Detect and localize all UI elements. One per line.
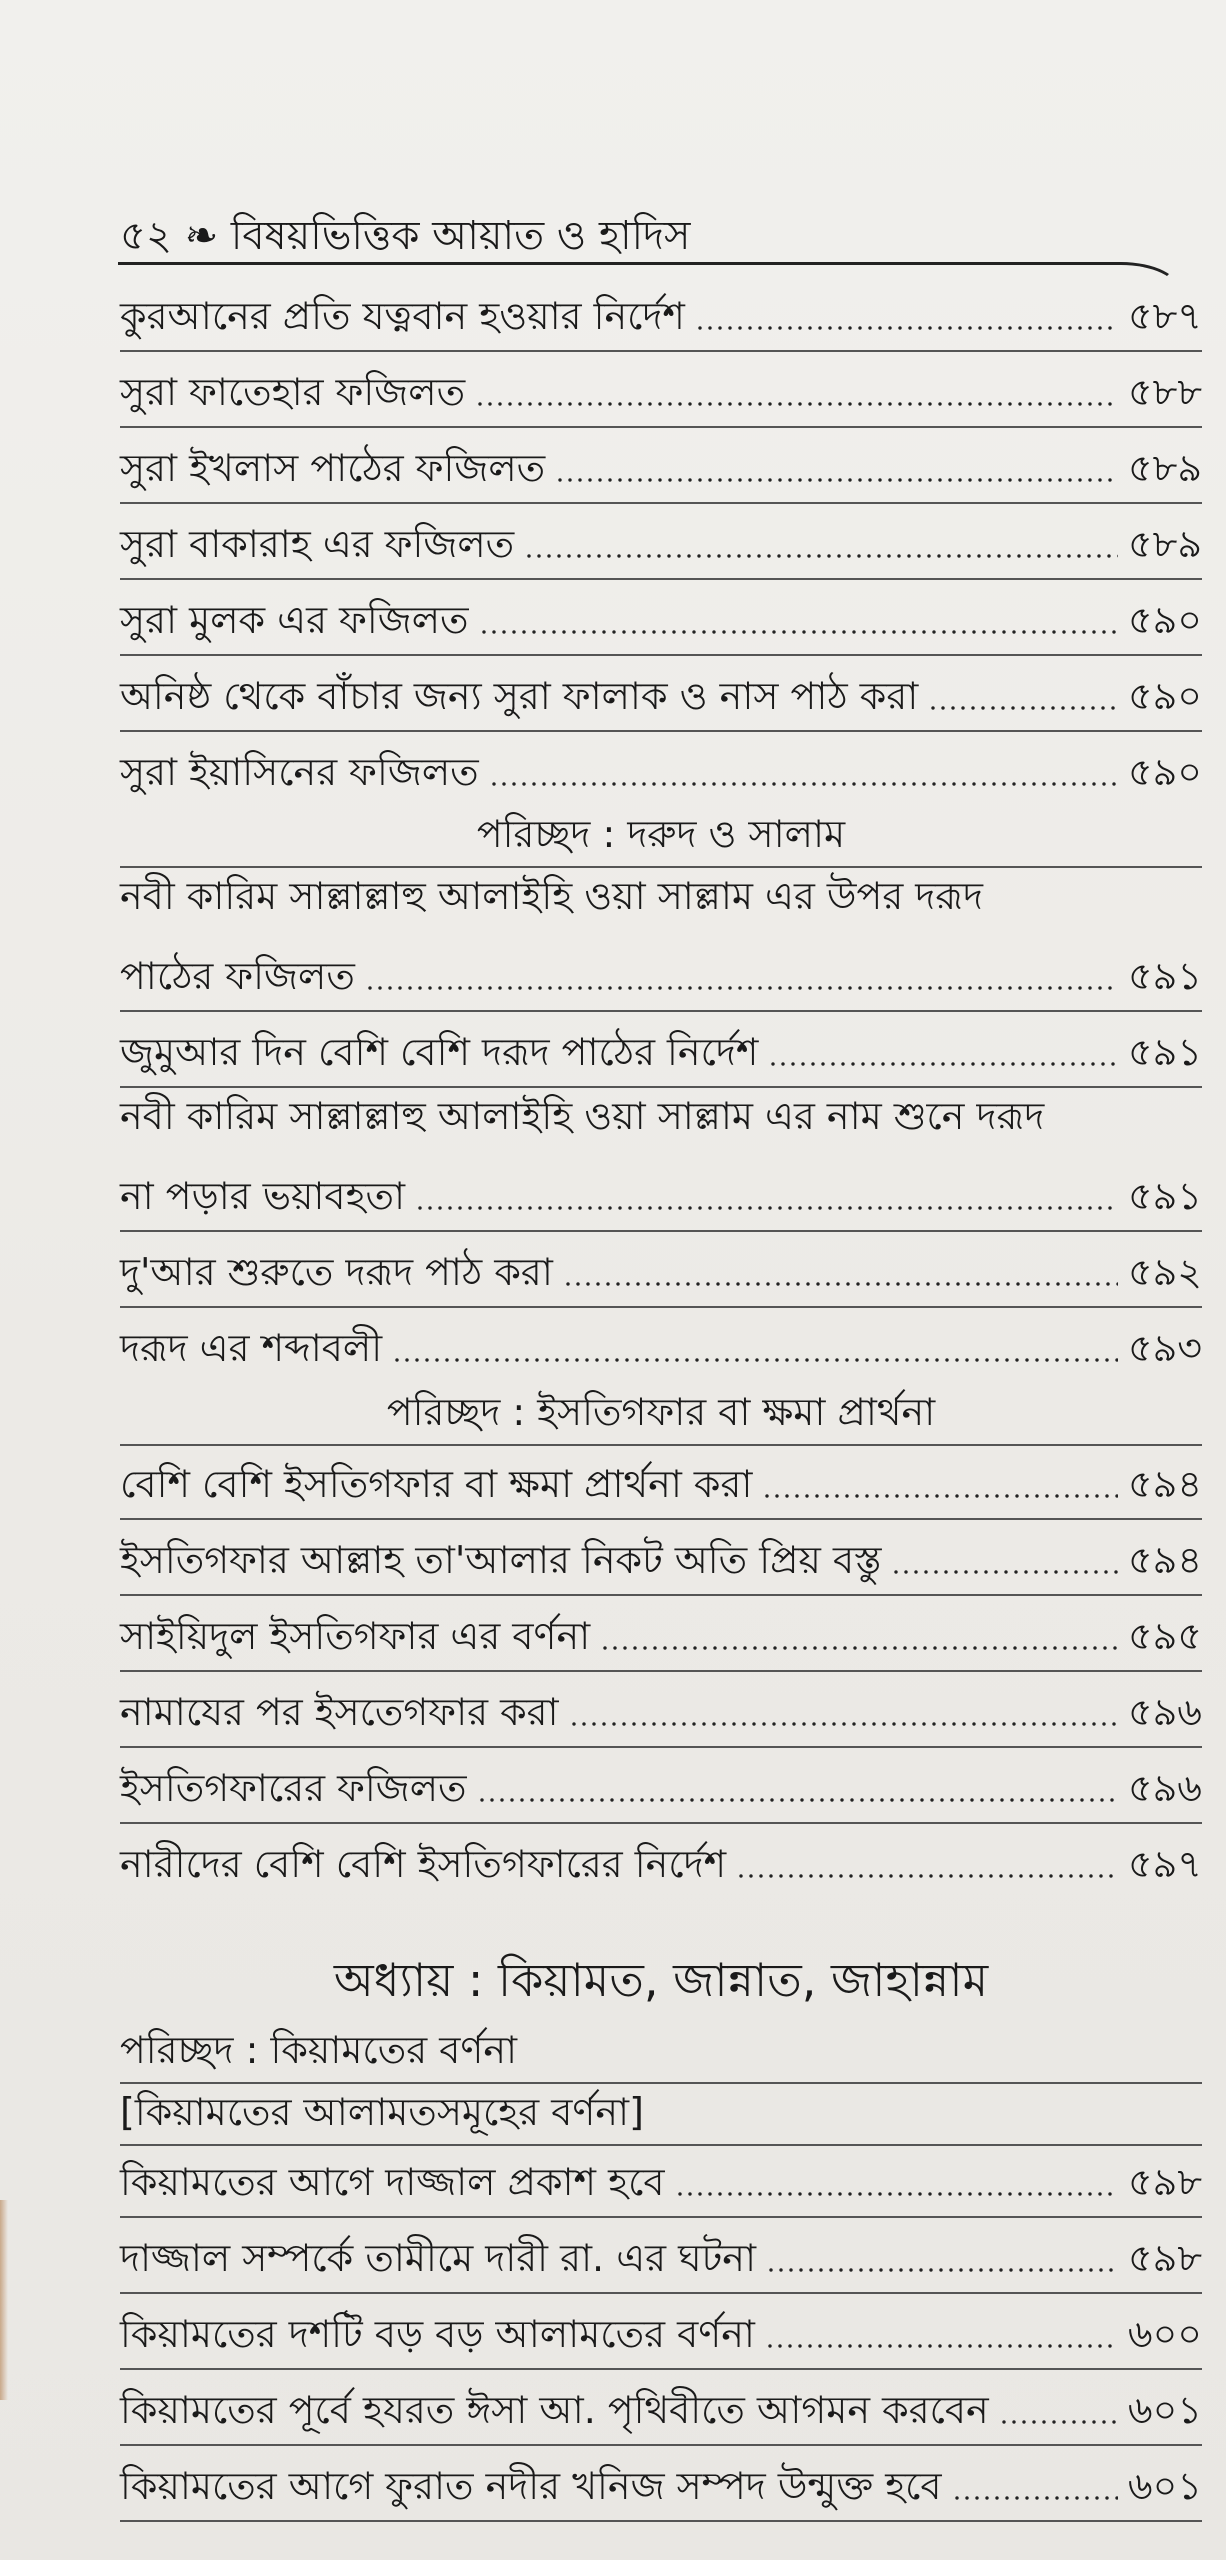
toc-entry-title: সুরা মুলক এর ফজিলত [120,598,469,642]
dot-leader [765,2344,1118,2348]
sub-section-heading: [কিয়ামতের আলামতসমূহের বর্ণনা] [120,2090,644,2134]
toc-entry [120,1160,1202,1222]
toc-entry-page: ৫৯৪ [1128,1538,1202,1582]
dot-leader [675,2192,1119,2196]
row-divider [120,2444,1202,2446]
toc-entry-page: ৬০০ [1127,2312,1202,2356]
toc-entry-title: কিয়ামতের আগে ফুরাত নদীর খনিজ সম্পদ উন্মুক্ত হবে [120,2464,942,2508]
row-divider [120,1518,1202,1520]
toc-entry-title: নামাযের পর ইসতেগফার করা [120,1690,559,1734]
toc-entry-title: অনিষ্ঠ থেকে বাঁচার জন্য সুরা ফালাক ও নাস পাঠ করা [120,674,919,718]
toc-entry [120,2146,1202,2208]
header-title: বিষয়ভিত্তিক আয়াত ও হাদিস [230,213,691,259]
toc-entry [120,1448,1202,1510]
toc-entry-page: ৫৯১ [1128,1030,1202,1074]
toc-entry-page: ৫৯৩ [1127,1326,1202,1370]
toc-entry-title: সুরা ইয়াসিনের ফজিলত [120,750,479,794]
toc-entry-title: দাজ্জাল সম্পর্কে তামীমে দারী রা. এর ঘটনা [120,2236,756,2280]
toc-entry-page: ৫৯০ [1127,750,1202,794]
running-header [120,210,1160,262]
dot-leader [489,782,1118,786]
row-divider [120,654,1202,656]
toc-entry-title: সুরা ইখলাস পাঠের ফজিলত [120,446,546,490]
toc-entry [120,1752,1202,1814]
dot-leader [768,1062,1118,1066]
row-divider [120,2216,1202,2218]
toc-entry-title: সাইয়িদুল ইসতিগফার এর বর্ণনা [120,1614,591,1658]
toc-entry [120,1676,1202,1738]
dot-leader [600,1646,1118,1650]
toc-entry [120,1828,1202,1890]
dot-leader [999,2420,1118,2424]
toc-entry-title: দু'আর শুরুতে দরূদ পাঠ করা [120,1250,553,1294]
dot-leader [952,2496,1118,2500]
toc-entry [120,2450,1202,2512]
dot-leader [479,630,1118,634]
row-divider [120,502,1202,504]
toc-entry-title: দরূদ এর শব্দাবলী [120,1326,383,1370]
toc-entry-page: ৫৯২ [1127,1250,1202,1294]
toc-entry-line: নবী কারিম সাল্লাল্লাহু আলাইহি ওয়া সাল্লাম এর উপর দরূদ [120,874,983,918]
dot-leader [891,1570,1118,1574]
row-divider [120,1594,1202,1596]
row-divider [120,578,1202,580]
section-heading-qiyamah: পরিচ্ছদ : কিয়ামতের বর্ণনা [120,2028,518,2072]
dot-leader [475,402,1118,406]
toc-entry-title: নারীদের বেশি বেশি ইসতিগফারের নির্দেশ [120,1842,727,1886]
toc-entry-title: কিয়ামতের আগে দাজ্জাল প্রকাশ হবে [120,2160,665,2204]
toc-entry-line: নবী কারিম সাল্লাল্লাহু আলাইহি ওয়া সাল্লাম এর নাম শুনে দরূদ [120,1094,1045,1138]
row-divider [120,2368,1202,2370]
row-divider [120,1086,1202,1088]
row-divider [120,1230,1202,1232]
toc-entry-title: সুরা ফাতেহার ফজিলত [120,370,466,414]
row-divider [120,350,1202,352]
dot-leader [365,986,1118,990]
toc-entry [120,2374,1202,2436]
dot-leader [695,326,1118,330]
toc-entry-page: ৫৯৭ [1127,1842,1202,1886]
toc-entry-title: বেশি বেশি ইসতিগফার বা ক্ষমা প্রার্থনা করা [120,1462,753,1506]
dot-leader [392,1358,1118,1362]
toc-entry [120,1524,1202,1586]
dot-leader [477,1798,1118,1802]
toc-entry-title: কিয়ামতের দশটি বড় বড় আলামতের বর্ণনা [120,2312,755,2356]
toc-entry-title: পাঠের ফজিলত [120,954,355,998]
toc-entry-page: ৬০১ [1127,2464,1202,2508]
toc-entry [120,1016,1202,1078]
toc-entry [120,356,1202,418]
toc-entry-page: ৫৯১ [1128,1174,1202,1218]
toc-entry-page: ৫৯০ [1127,674,1202,718]
page-edge-shadow [0,2200,8,2400]
row-divider [120,426,1202,428]
row-divider [120,1010,1202,1012]
row-divider [120,1822,1202,1824]
row-divider [120,2520,1202,2522]
toc-entry-page: ৫৯৮ [1128,2236,1202,2280]
toc-entry-page: ৫৯১ [1128,954,1202,998]
dot-leader [524,554,1118,558]
toc-entry-page: ৫৯৬ [1127,1766,1202,1810]
toc-entry-title: না পড়ার ভয়াবহতা [120,1174,406,1218]
toc-entry [120,660,1202,722]
header-ornament-icon: ❧ [184,213,219,259]
row-divider [120,2292,1202,2294]
toc-entry [120,508,1202,570]
dot-leader [928,706,1118,710]
row-divider [120,866,1202,868]
section-heading-darud: পরিচ্ছদ : দরুদ ও সালাম [476,812,846,856]
toc-entry-page: ৫৮৮ [1128,370,1202,414]
section-heading-istighfar: পরিচ্ছদ : ইসতিগফার বা ক্ষমা প্রার্থনা [386,1390,936,1434]
toc-entry-page: ৫৯৫ [1128,1614,1202,1658]
toc-entry [120,2298,1202,2360]
toc-entry-title: কিয়ামতের পূর্বে হযরত ঈসা আ. পৃথিবীতে আগমন করবেন [120,2388,989,2432]
dot-leader [569,1722,1118,1726]
row-divider [120,2082,1202,2084]
dot-leader [762,1494,1118,1498]
toc-entry [120,2222,1202,2284]
toc-entry [120,584,1202,646]
chapter-heading: অধ্যায় : কিয়ামত, জান্নাত, জাহান্নাম [333,1953,989,2007]
toc-entry [120,940,1202,1002]
dot-leader [736,1874,1118,1878]
toc-entry-title: ইসতিগফারের ফজিলত [120,1766,467,1810]
row-divider [120,1746,1202,1748]
toc-entry-title: সুরা বাকারাহ এর ফজিলত [120,522,515,566]
toc-entry-title: জুমুআর দিন বেশি বেশি দরূদ পাঠের নির্দেশ [120,1030,759,1074]
toc-entry-page: ৫৯৮ [1128,2160,1202,2204]
dot-leader [415,1206,1118,1210]
dot-leader [555,478,1118,482]
toc-entry-page: ৬০১ [1127,2388,1202,2432]
dot-leader [563,1282,1118,1286]
toc-entry-page: ৫৮৯ [1128,522,1202,566]
row-divider [120,1444,1202,1446]
toc-entry [120,1312,1202,1374]
toc-entry-page: ৫৯০ [1127,598,1202,642]
toc-entry-page: ৫৯৪ [1128,1462,1202,1506]
toc-entry [120,432,1202,494]
toc-entry-page: ৫৮৭ [1127,294,1202,338]
row-divider [120,1306,1202,1308]
toc-entry [120,1236,1202,1298]
header-page-number: ৫২ [120,213,172,259]
toc-entry [120,1600,1202,1662]
toc-entry-title: কুরআনের প্রতি যত্নবান হওয়ার নির্দেশ [120,294,685,338]
toc-entry-page: ৫৮৯ [1128,446,1202,490]
row-divider [120,730,1202,732]
toc-entry-title: ইসতিগফার আল্লাহ তা'আলার নিকট অতি প্রিয় বস্তু [120,1538,882,1582]
row-divider [120,1670,1202,1672]
toc-entry-page: ৫৯৬ [1127,1690,1202,1734]
toc-entry [120,280,1202,342]
dot-leader [766,2268,1118,2272]
toc-entry [120,736,1202,798]
